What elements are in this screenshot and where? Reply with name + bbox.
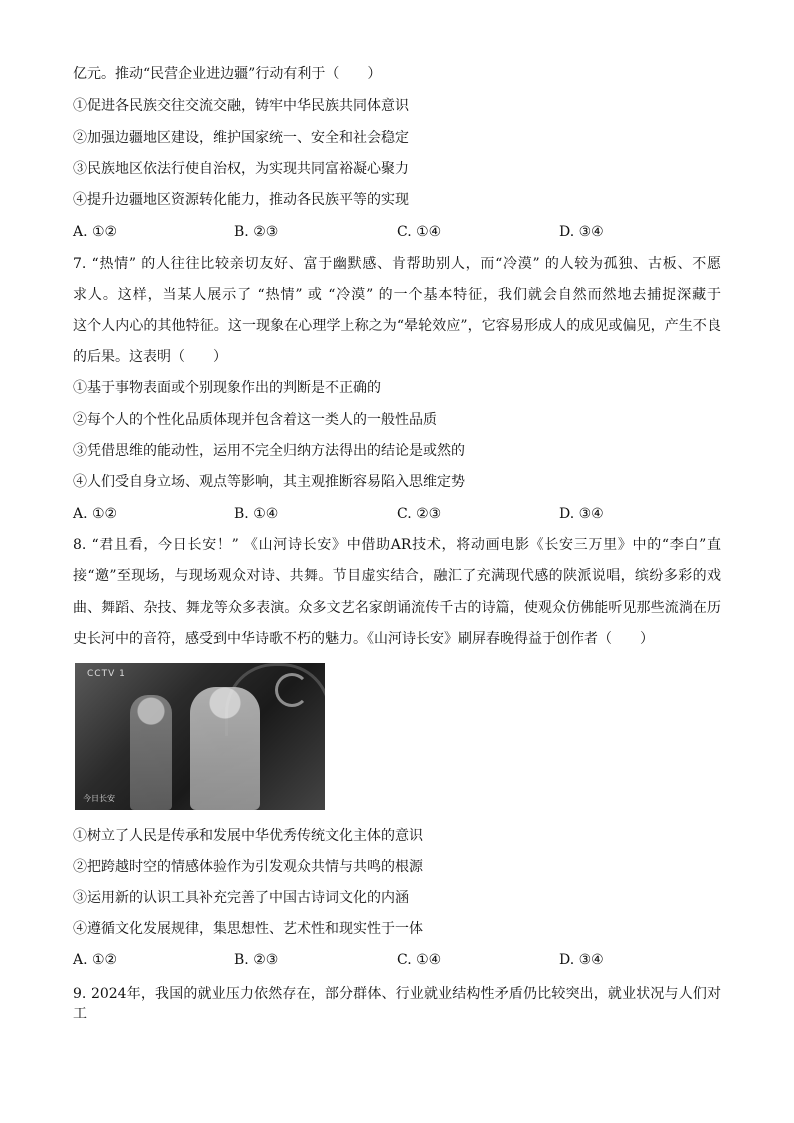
choice-d: D. ③④ [559,952,604,968]
question-8-option-4: ④遵循文化发展规律，集思想性、艺术性和现实性于一体 [73,921,423,937]
question-7-stem-line-4: 的后果。这表明（ ） [73,349,227,365]
question-7-stem-line-1: 7. “热情” 的人往往比较亲切友好、富于幽默感、肯帮助别人，而“冷漠” 的人较为孤独、古板、不愿 [73,256,721,272]
cctv-logo: CCTV 1 [87,669,126,679]
question-6-option-1: ①促进各民族交往交流交融，铸牢中华民族共同体意识 [73,98,409,114]
question-7-option-1: ①基于事物表面或个别现象作出的判断是不正确的 [73,380,381,396]
question-8-choices [73,950,721,970]
question-6-stem-tail: 亿元。推动“民营企业进边疆”行动有利于（ ） [73,66,382,82]
choice-b: B. ①④ [234,506,279,522]
choice-d: D. ③④ [559,506,604,522]
question-7-option-2: ②每个人的个性化品质体现并包含着这一类人的一般性品质 [73,412,437,428]
choice-c: C. ①④ [397,952,442,968]
question-8-stem-line-4: 史长河中的音符，感受到中华诗歌不朽的魅力。《山河诗长安》刷屏春晚得益于创作者（ ） [73,631,654,647]
question-7-stem-line-3: 这个人内心的其他特征。这一现象在心理学上称之为“晕轮效应”，它容易形成人的成见或偏见，产生不良 [73,318,721,334]
choice-a: A. ①② [73,952,118,968]
photo-swirl [275,673,309,707]
question-8-stem-line-2: 接“邀”至现场，与现场观众对诗、共舞。节目虚实结合，融汇了充满现代感的陕派说唱，缤纷多彩的戏 [73,568,721,584]
photo-figure-left [130,695,172,810]
question-7-stem-line-2: 求人。这样，当某人展示了 “热情” 或 “冷漠” 的一个基本特征，我们就会自然而然地去捕捉深藏于 [73,287,721,303]
question-8-stem-line-3: 曲、舞蹈、杂技、舞龙等众多表演。众多文艺名家朗诵流传千古的诗篇，使观众仿佛能听见那些流淌在历 [73,600,721,616]
choice-c: C. ②③ [397,506,442,522]
question-8-stem-line-1: 8. “君且看，今日长安！” 《山河诗长安》中借助AR技术，将动画电影《长安三万里》中的“李白”直 [73,537,721,553]
question-7-option-3: ③凭借思维的能动性，运用不完全归纳方法得出的结论是或然的 [73,443,465,459]
photo-caption: 今日长安 [83,794,115,803]
choice-b: B. ②③ [234,224,279,240]
question-6-option-4: ④提升边疆地区资源转化能力，推动各民族平等的实现 [73,192,409,208]
question-8-option-3: ③运用新的认识工具补充完善了中国古诗词文化的内涵 [73,890,409,906]
choice-d: D. ③④ [559,224,604,240]
question-8-photo [75,663,325,810]
choice-b: B. ②③ [234,952,279,968]
question-6-choices [73,222,721,242]
question-6-option-2: ②加强边疆地区建设，维护国家统一、安全和社会稳定 [73,130,409,146]
question-7-choices [73,504,721,524]
choice-c: C. ①④ [397,224,442,240]
question-7-option-4: ④人们受自身立场、观点等影响，其主观推断容易陷入思维定势 [73,474,465,490]
choice-a: A. ①② [73,506,118,522]
question-8-option-2: ②把跨越时空的情感体验作为引发观众共情与共鸣的根源 [73,859,423,875]
choice-a: A. ①② [73,224,118,240]
question-8-option-1: ①树立了人民是传承和发展中华优秀传统文化主体的意识 [73,828,423,844]
question-6-option-3: ③民族地区依法行使自治权，为实现共同富裕凝心聚力 [73,161,409,177]
question-9-stem-line-1: 9. 2024年，我国的就业压力依然存在，部分群体、行业就业结构性矛盾仍比较突出，就业状况与人们对工 [73,986,721,1022]
photo-figure-right [190,687,260,810]
